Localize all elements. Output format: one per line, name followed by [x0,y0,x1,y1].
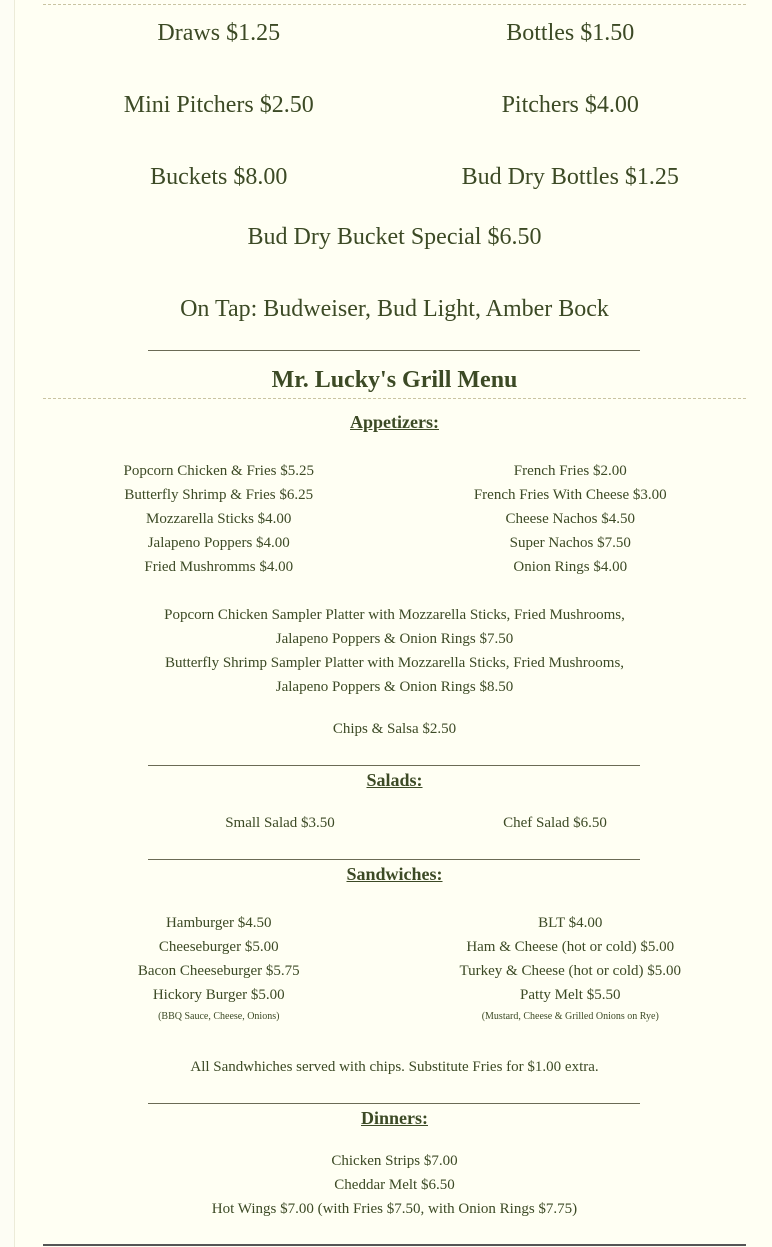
sandwiches-heading: Sandwiches: [346,864,443,884]
list-item: Popcorn Chicken & Fries $5.25 [123,463,314,479]
list-item: Ham & Cheese (hot or cold) $5.00 [466,939,675,955]
list-item: Chicken Strips $7.00 [331,1153,458,1169]
sandwiches-right-column [395,911,747,1025]
small-salad: Small Salad $3.50 [225,815,335,831]
grill-menu-title: Mr. Lucky's Grill Menu [271,367,518,393]
list-item: French Fries $2.00 [513,463,627,479]
list-item: Hamburger $4.50 [165,915,272,931]
list-item: Bacon Cheeseburger $5.75 [137,963,300,979]
chips-salsa: Chips & Salsa $2.50 [332,721,457,737]
menu-page [14,0,772,1247]
list-item: Cheddar Melt $6.50 [334,1177,455,1193]
sandwiches-footer: All Sandwhiches served with chips. Substitute Fries for $1.00 extra. [190,1059,599,1075]
drink-bud-dry-bottles: Bud Dry Bottles $1.25 [461,164,679,190]
list-item: French Fries With Cheese $3.00 [473,487,667,503]
chef-salad: Chef Salad $6.50 [503,815,607,831]
list-item: Hot Wings $7.00 (with Fries $7.50, with Onion Rings $7.75) [211,1201,578,1217]
bucket-special: Bud Dry Bucket Special $6.50 [247,224,542,250]
list-item: Fried Mushromms $4.00 [144,559,294,575]
on-tap: On Tap: Budweiser, Bud Light, Amber Bock [180,296,609,322]
appetizers-list [43,459,746,579]
list-item: Butterfly Shrimp & Fries $6.25 [124,487,314,503]
salads-list [43,811,746,835]
hickory-burger-note: (BBQ Sauce, Cheese, Onions) [158,1011,280,1022]
divider-dotted [43,4,746,5]
platter-line: Butterfly Shrimp Sampler Platter with Mozzarella Sticks, Fried Mushrooms, [164,655,625,671]
divider-dotted [43,398,746,399]
drinks-row-3 [43,162,746,192]
list-item: Onion Rings $4.00 [513,559,628,575]
sampler-platters [43,603,746,699]
list-item: Turkey & Cheese (hot or cold) $5.00 [459,963,681,979]
drink-pitchers: Pitchers $4.00 [501,92,639,118]
divider-line [148,350,640,351]
dinners-heading: Dinners: [361,1108,428,1128]
drink-bottles: Bottles $1.50 [506,20,635,46]
list-item: Cheese Nachos $4.50 [505,511,636,527]
platter-line: Jalapeno Poppers & Onion Rings $7.50 [275,631,514,647]
patty-melt-note: (Mustard, Cheese & Grilled Onions on Rye) [481,1011,659,1022]
platter-line: Popcorn Chicken Sampler Platter with Mozzarella Sticks, Fried Mushrooms, [164,607,625,623]
appetizers-left-column [43,459,395,579]
sandwiches-left-column [43,911,395,1025]
bottom-rule [43,1244,746,1246]
divider-line [148,765,640,766]
dinners-list [43,1149,746,1221]
list-item: Patty Melt $5.50 [520,987,621,1003]
list-item: Mozzarella Sticks $4.00 [146,511,292,527]
drinks-row-2 [43,90,746,120]
drink-draws: Draws $1.25 [157,20,281,46]
salads-heading: Salads: [366,770,423,790]
appetizers-heading: Appetizers: [350,412,439,432]
list-item: Super Nachos $7.50 [509,535,631,551]
list-item: Cheeseburger $5.00 [158,939,279,955]
drinks-row-1 [43,18,746,48]
sandwiches-list [43,911,746,1025]
drink-buckets: Buckets $8.00 [150,164,288,190]
divider-line [148,859,640,860]
platter-line: Jalapeno Poppers & Onion Rings $8.50 [275,679,514,695]
divider-line [148,1103,640,1104]
drink-mini-pitchers: Mini Pitchers $2.50 [123,92,314,118]
appetizers-right-column [395,459,747,579]
list-item: Jalapeno Poppers $4.00 [147,535,290,551]
list-item: BLT $4.00 [538,915,603,931]
list-item: Hickory Burger $5.00 [152,987,285,1003]
